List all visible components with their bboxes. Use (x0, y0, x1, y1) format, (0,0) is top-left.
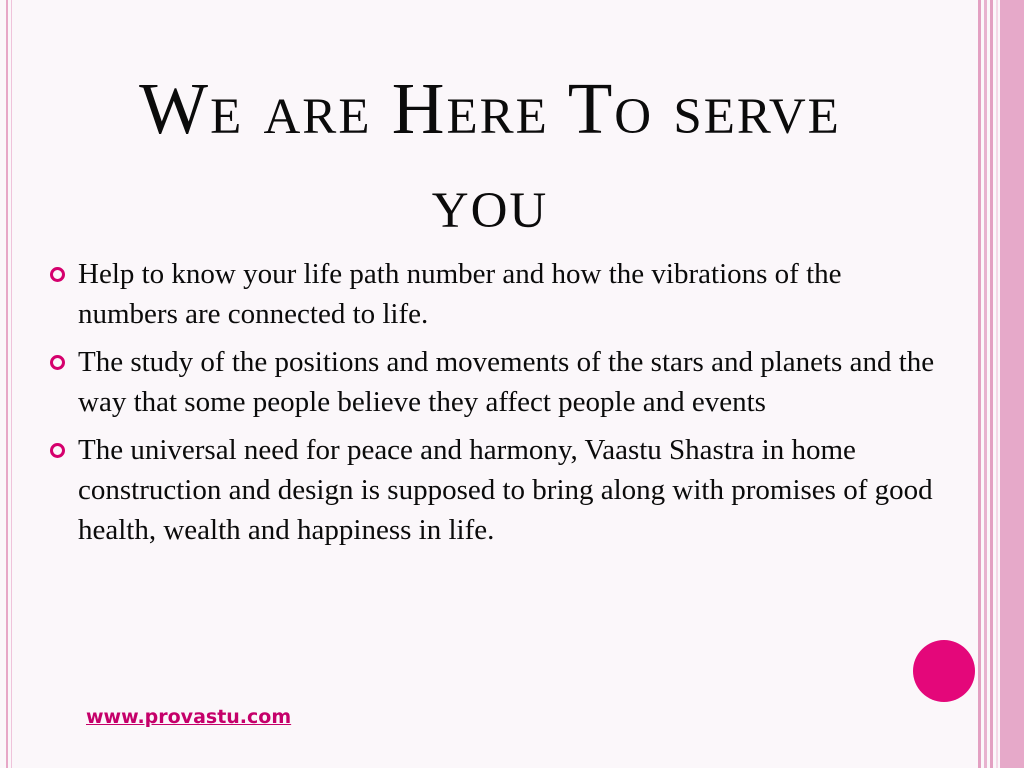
bullet-list (46, 254, 936, 558)
left-border-line-inner (11, 0, 12, 768)
slide-title-line-1: We are Here To serve (139, 68, 841, 149)
bullet-text: The study of the positions and movements of the stars and planets and the way that some people believe they affect people and events (78, 346, 935, 418)
slide-title-line-2: you (431, 162, 549, 243)
bullet-text: The universal need for peace and harmony, Vaastu Shastra in home construction and design is supposed to bring along with promises of good health, wealth and happiness in life. (78, 434, 933, 546)
right-stripe-3 (990, 0, 993, 768)
ring-bullet-icon (50, 355, 65, 370)
right-stripe-4 (996, 0, 998, 768)
bullet-item (46, 342, 936, 422)
bullet-item (46, 430, 936, 550)
ring-bullet-icon (50, 267, 65, 282)
footer-website-link[interactable]: www.provastu.com (86, 706, 292, 728)
pink-circle-icon (913, 640, 975, 702)
right-stripe-band (1000, 0, 1024, 768)
bullet-item (46, 254, 936, 334)
right-stripe-2 (984, 0, 987, 768)
right-stripe-1 (978, 0, 981, 768)
left-border-line (6, 0, 8, 768)
bullet-text: Help to know your life path number and how the vibrations of the numbers are connected to life. (78, 258, 842, 330)
ring-bullet-icon (50, 443, 65, 458)
slide-title (40, 62, 940, 250)
